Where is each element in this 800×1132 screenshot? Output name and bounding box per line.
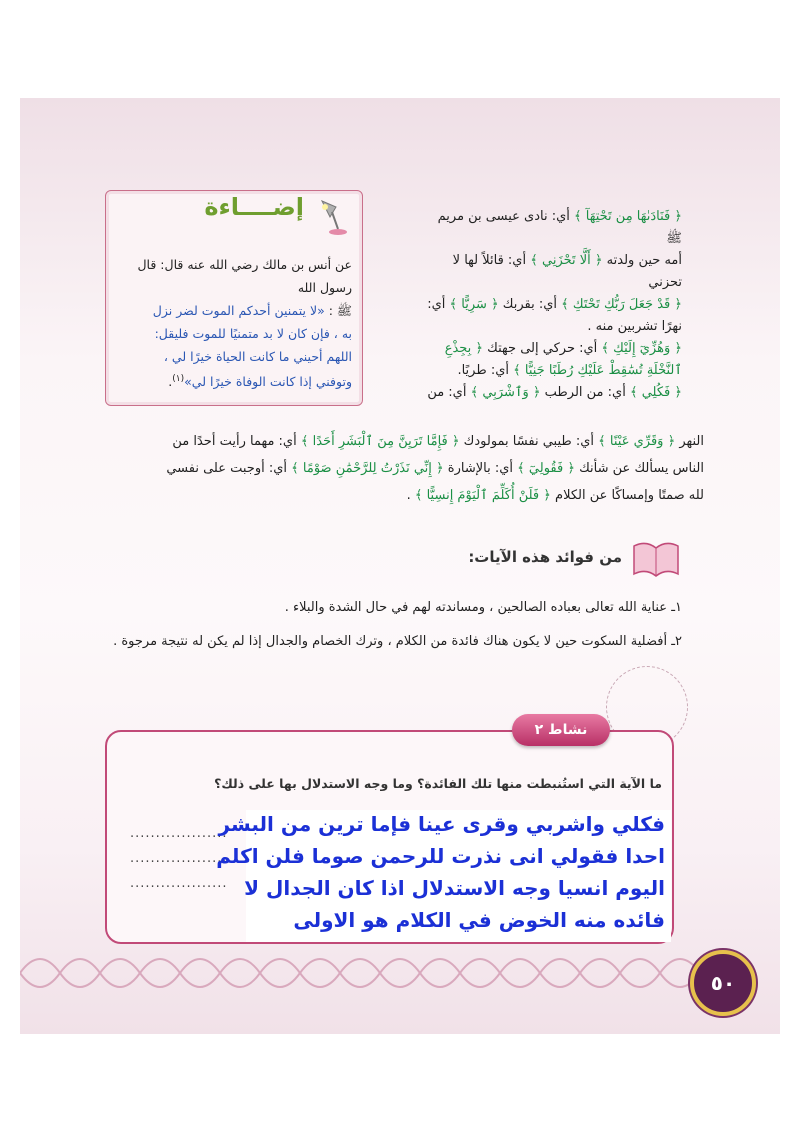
explanation: النهر [675,434,704,449]
activity-badge: نشاط ٢ [512,714,610,746]
line-1 [420,206,682,250]
explanation: أي: [427,297,450,312]
line-3 [420,294,682,316]
line-9 [104,455,704,482]
idaa-line-3: به ، فإن كان لا بد متمنيًا للموت فليقل: [154,326,352,341]
lamp-icon [316,197,348,237]
idaa-line-5-text: وتوفني إذا كانت الوفاة خيرًا لي» [184,374,352,390]
quran-phrase: ﴿ سَرِيًّا ﴾ [449,297,499,312]
benefit-item: ١ـ عناية الله تعالى بعباده الصالحين ، ومساندته لهم في حال الشدة والبلاء . [284,600,682,615]
bottom-ornament [20,940,700,1006]
idaa-line-1: عن أنس بن مالك رضي الله عنه قال: قال رسول الله [137,257,352,295]
quran-phrase: ﴿ إِنِّي نَذَرْتُ لِلرَّحْمَٰنِ صَوْمًا ﴾ [291,461,444,476]
idaa-line-5-end: . [168,374,173,390]
quran-phrase: ﴿ فَنَادَىٰهَا مِن تَحْتِهَآ ﴾ [574,209,682,224]
answer-dots: ................... [130,826,228,841]
quran-phrase: ﴿ فَكُلِي ﴾ [629,385,682,400]
page-number: ٥٠ [690,950,756,1016]
activity-question: ما الآية التي استُنبطت منها تلك الفائدة؟ وما وجه الاستدلال بها على ذلك؟ [214,776,662,791]
idaa-line-4: اللهم أحيني ما كانت الحياة خيرًا لي ، [163,349,352,364]
explanation: أي: من [427,385,471,400]
benefit-item: ٢ـ أفضلية السكوت حين لا يكون هناك فائدة من الكلام ، وترك الخصام والجدال إذا لم يكن له نتيجة مرجوة . [113,634,682,649]
explanation: . [406,488,415,503]
line-2 [420,250,682,294]
idaa-line-2 [116,299,352,322]
answer-line: اليوم انسيا وجه الاستدلال اذا كان الجدال لا [244,876,665,900]
line-5 [420,338,682,360]
explanation: أمه حين ولدته [606,253,682,268]
explanation: لله صمتًا وإمساكًا عن الكلام [550,488,704,503]
idaa-box [105,190,363,406]
line-6 [420,360,682,382]
quran-phrase: ﴿ أَلَّا تَحْزَنِي ﴾ [530,253,607,268]
explanation: أي: حركي إلى جهتك [483,341,602,356]
explanation-text-full [104,428,704,509]
answer-line: فكلي واشربي وقرى عينا فإما ترين من البشر [218,812,665,836]
book-icon [630,538,682,580]
answer-area[interactable] [216,810,671,942]
explanation: أي: بالإشارة [443,461,518,476]
idaa-line-5 [116,368,352,393]
idaa-line-2-hadith: «لا يتمنين أحدكم الموت لضر نزل [152,303,325,318]
answer-dots: ................... [130,876,228,891]
quran-phrase: ﴿ بِجِذْعِ [444,341,484,356]
benefits-title: من فوائد هذه الآيات: [468,548,622,566]
quran-phrase: ﴿ قَدْ جَعَلَ رَبُّكِ تَحْتَكِ ﴾ [561,297,682,312]
line-8 [104,428,704,455]
explanation: أي: قائلاً لها لا تحزني [452,253,682,290]
line-7 [420,382,682,404]
explanation: أي: طيبي نفسًا بمولودك [459,434,599,449]
explanation: أي: أوجبت على نفسي [166,461,292,476]
quran-phrase: ﴿ فَإِمَّا تَرَيِنَّ مِنَ ٱلْبَشَرِ أَحَدًا ﴾ [300,434,460,449]
explanation-text-right [420,206,682,404]
line-10 [104,482,704,509]
idaa-text [116,253,352,393]
quran-phrase: ﴿ وَقَرِّي عَيْنًا ﴾ [598,434,676,449]
explanation: أي: طريًا. [457,363,514,378]
quran-phrase: ﴿ فَقُولِيٓ ﴾ [517,461,575,476]
explanation: الناس يسألك عن شأنك [574,461,704,476]
answer-dots: ................... [130,851,228,866]
explanation: أي: بقربك [498,297,562,312]
idaa-title: إضــــاءة [204,193,304,221]
quran-phrase: ﴿ وَهُزِّيٓ إِلَيْكِ ﴾ [601,341,682,356]
footnote-ref: (١) [172,374,185,384]
explanation: أي: من الرطب [540,385,630,400]
idaa-line-2-prefix: ﷺ : [324,303,352,318]
quran-phrase: ﴿ فَلَنْ أُكَلِّمَ ٱلْيَوْمَ إِنسِيًّا ﴾ [414,488,551,503]
answer-line: احدا فقولي انى نذرت للرحمن صوما فلن اكلم [216,844,665,868]
explanation: أي: نادى عيسى بن مريم ﷺ [437,209,682,246]
quran-phrase: ٱلنَّخْلَةِ تُسَٰقِطْ عَلَيْكِ رُطَبًا جَنِيًّا ﴾ [513,363,682,378]
quran-phrase: ﴿ وَٱشْرَبِي ﴾ [470,385,541,400]
benefits-header [442,538,682,582]
explanation: أي: مهما رأيت أحدًا من [172,434,301,449]
line-4: نهرًا تشربين منه . [587,319,682,334]
answer-line: فائده منه الخوض في الكلام هو الاولى [293,908,665,932]
